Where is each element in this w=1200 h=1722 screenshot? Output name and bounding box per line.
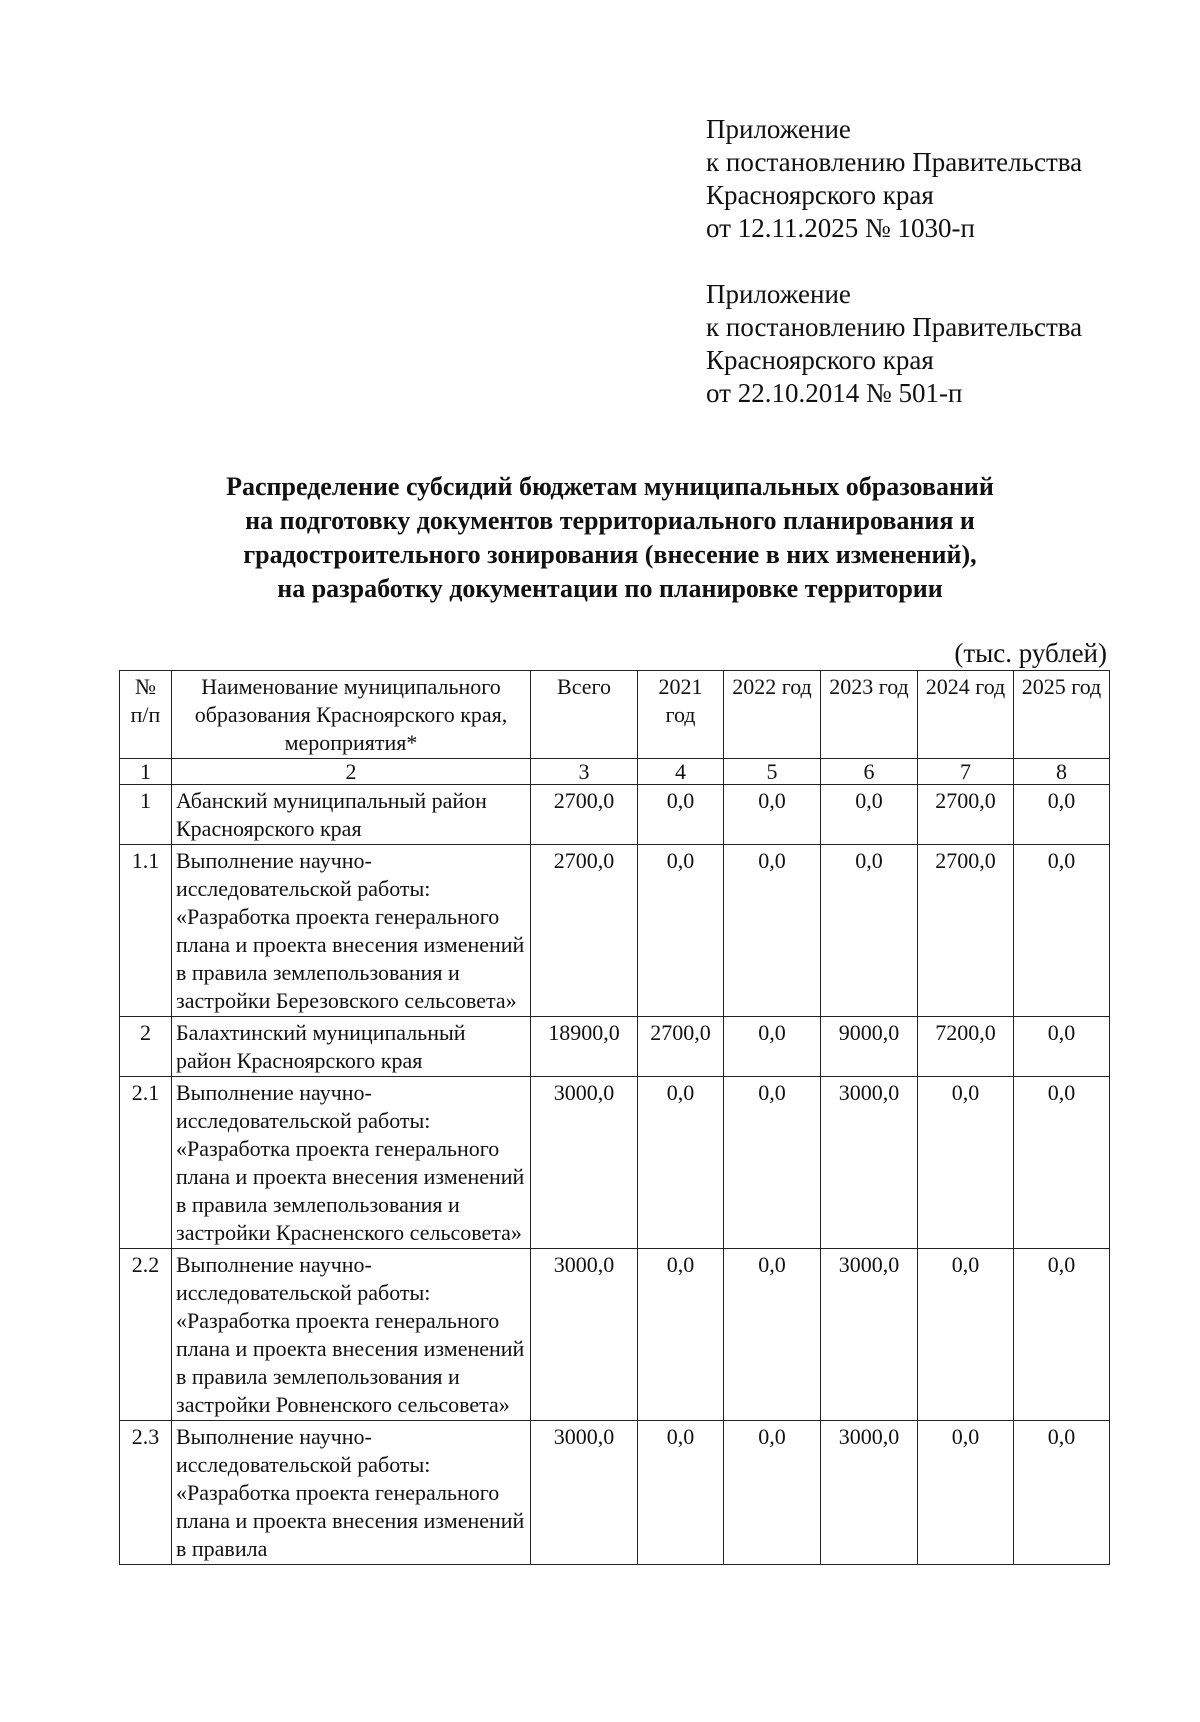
row-2024: 2700,0 xyxy=(918,845,1014,1017)
row-2025: 0,0 xyxy=(1014,1077,1110,1249)
row-2025: 0,0 xyxy=(1014,1017,1110,1077)
row-2021: 0,0 xyxy=(638,845,724,1017)
row-2022: 0,0 xyxy=(724,785,821,845)
row-number: 2.3 xyxy=(120,1421,172,1565)
row-2023: 3000,0 xyxy=(821,1249,918,1421)
row-2024: 0,0 xyxy=(918,1077,1014,1249)
row-number: 1 xyxy=(120,785,172,845)
appendix-date-number: от 12.11.2025 № 1030-п xyxy=(706,213,975,243)
document-title xyxy=(90,470,1130,606)
row-2021: 0,0 xyxy=(638,1421,724,1565)
row-name: Выполнение научно-исследовательской работы: «Разработка проекта генерального плана и проекта внесения изменений в правила землепользования и застройки Березовского сельсовета» xyxy=(172,845,531,1017)
appendix-note-original xyxy=(706,278,1082,410)
row-total: 2700,0 xyxy=(531,785,638,845)
row-2023: 0,0 xyxy=(821,845,918,1017)
table-row xyxy=(120,1017,1110,1077)
appendix-label: Приложение xyxy=(706,114,851,144)
column-numbers-row xyxy=(120,759,1110,785)
header-2025: 2025 год xyxy=(1014,671,1110,759)
appendix-region: Красноярского края xyxy=(706,345,934,375)
row-2023: 3000,0 xyxy=(821,1421,918,1565)
row-2024: 0,0 xyxy=(918,1421,1014,1565)
table-row xyxy=(120,1249,1110,1421)
column-number: 5 xyxy=(724,759,821,785)
row-2024: 7200,0 xyxy=(918,1017,1014,1077)
row-2025: 0,0 xyxy=(1014,1421,1110,1565)
row-name: Выполнение научно-исследовательской работы: «Разработка проекта генерального плана и проекта внесения изменений в правила xyxy=(172,1421,531,1565)
row-2022: 0,0 xyxy=(724,1421,821,1565)
table-header-row xyxy=(120,671,1110,759)
appendix-decree-ref: к постановлению Правительства xyxy=(706,312,1083,342)
row-2022: 0,0 xyxy=(724,1017,821,1077)
header-2024: 2024 год xyxy=(918,671,1014,759)
row-2021: 2700,0 xyxy=(638,1017,724,1077)
appendix-label: Приложение xyxy=(706,279,851,309)
appendix-note-current xyxy=(706,113,1082,245)
row-2023: 9000,0 xyxy=(821,1017,918,1077)
row-2025: 0,0 xyxy=(1014,1249,1110,1421)
title-line: на подготовку документов территориального планирования и xyxy=(245,506,975,535)
units-label: (тыс. рублей) xyxy=(954,638,1107,668)
row-2024: 0,0 xyxy=(918,1249,1014,1421)
column-number: 4 xyxy=(638,759,724,785)
row-total: 2700,0 xyxy=(531,845,638,1017)
title-line: градостроительного зонирования (внесение в них изменений), xyxy=(243,540,977,569)
appendix-decree-ref: к постановлению Правительства xyxy=(706,147,1083,177)
column-number: 7 xyxy=(918,759,1014,785)
header-municipality: Наименование муниципального образования Красноярского края, мероприятия* xyxy=(172,671,531,759)
appendix-date-number: от 22.10.2014 № 501-п xyxy=(706,378,963,408)
header-2021: 2021 год xyxy=(638,671,724,759)
row-2021: 0,0 xyxy=(638,1077,724,1249)
row-2022: 0,0 xyxy=(724,1249,821,1421)
row-number: 2.2 xyxy=(120,1249,172,1421)
table-row xyxy=(120,845,1110,1017)
column-number: 6 xyxy=(821,759,918,785)
row-name: Выполнение научно-исследовательской работы: «Разработка проекта генерального плана и проекта внесения изменений в правила землепользования и застройки Красненского сельсовета» xyxy=(172,1077,531,1249)
appendix-region: Красноярского края xyxy=(706,180,934,210)
row-total: 3000,0 xyxy=(531,1077,638,1249)
title-line: на разработку документации по планировке территории xyxy=(277,574,943,603)
row-total: 3000,0 xyxy=(531,1421,638,1565)
row-name: Абанский муниципальный район Красноярского края xyxy=(172,785,531,845)
header-total: Всего xyxy=(531,671,638,759)
header-2023: 2023 год xyxy=(821,671,918,759)
row-2021: 0,0 xyxy=(638,785,724,845)
row-2025: 0,0 xyxy=(1014,845,1110,1017)
row-2022: 0,0 xyxy=(724,1077,821,1249)
table-row xyxy=(120,1077,1110,1249)
row-2023: 0,0 xyxy=(821,785,918,845)
row-2021: 0,0 xyxy=(638,1249,724,1421)
row-2022: 0,0 xyxy=(724,845,821,1017)
header-number: № п/п xyxy=(120,671,172,759)
column-number: 2 xyxy=(172,759,531,785)
row-name: Балахтинский муниципальный район Красноярского края xyxy=(172,1017,531,1077)
row-total: 18900,0 xyxy=(531,1017,638,1077)
row-total: 3000,0 xyxy=(531,1249,638,1421)
row-number: 2.1 xyxy=(120,1077,172,1249)
column-number: 8 xyxy=(1014,759,1110,785)
column-number: 1 xyxy=(120,759,172,785)
subsidies-table xyxy=(119,670,1110,1565)
row-2024: 2700,0 xyxy=(918,785,1014,845)
row-2023: 3000,0 xyxy=(821,1077,918,1249)
column-number: 3 xyxy=(531,759,638,785)
row-name: Выполнение научно-исследовательской работы: «Разработка проекта генерального плана и проекта внесения изменений в правила землепользования и застройки Ровненского сельсовета» xyxy=(172,1249,531,1421)
row-2025: 0,0 xyxy=(1014,785,1110,845)
row-number: 2 xyxy=(120,1017,172,1077)
table-row xyxy=(120,785,1110,845)
title-line: Распределение субсидий бюджетам муниципальных образований xyxy=(226,472,994,501)
table-row xyxy=(120,1421,1110,1565)
row-number: 1.1 xyxy=(120,845,172,1017)
header-2022: 2022 год xyxy=(724,671,821,759)
